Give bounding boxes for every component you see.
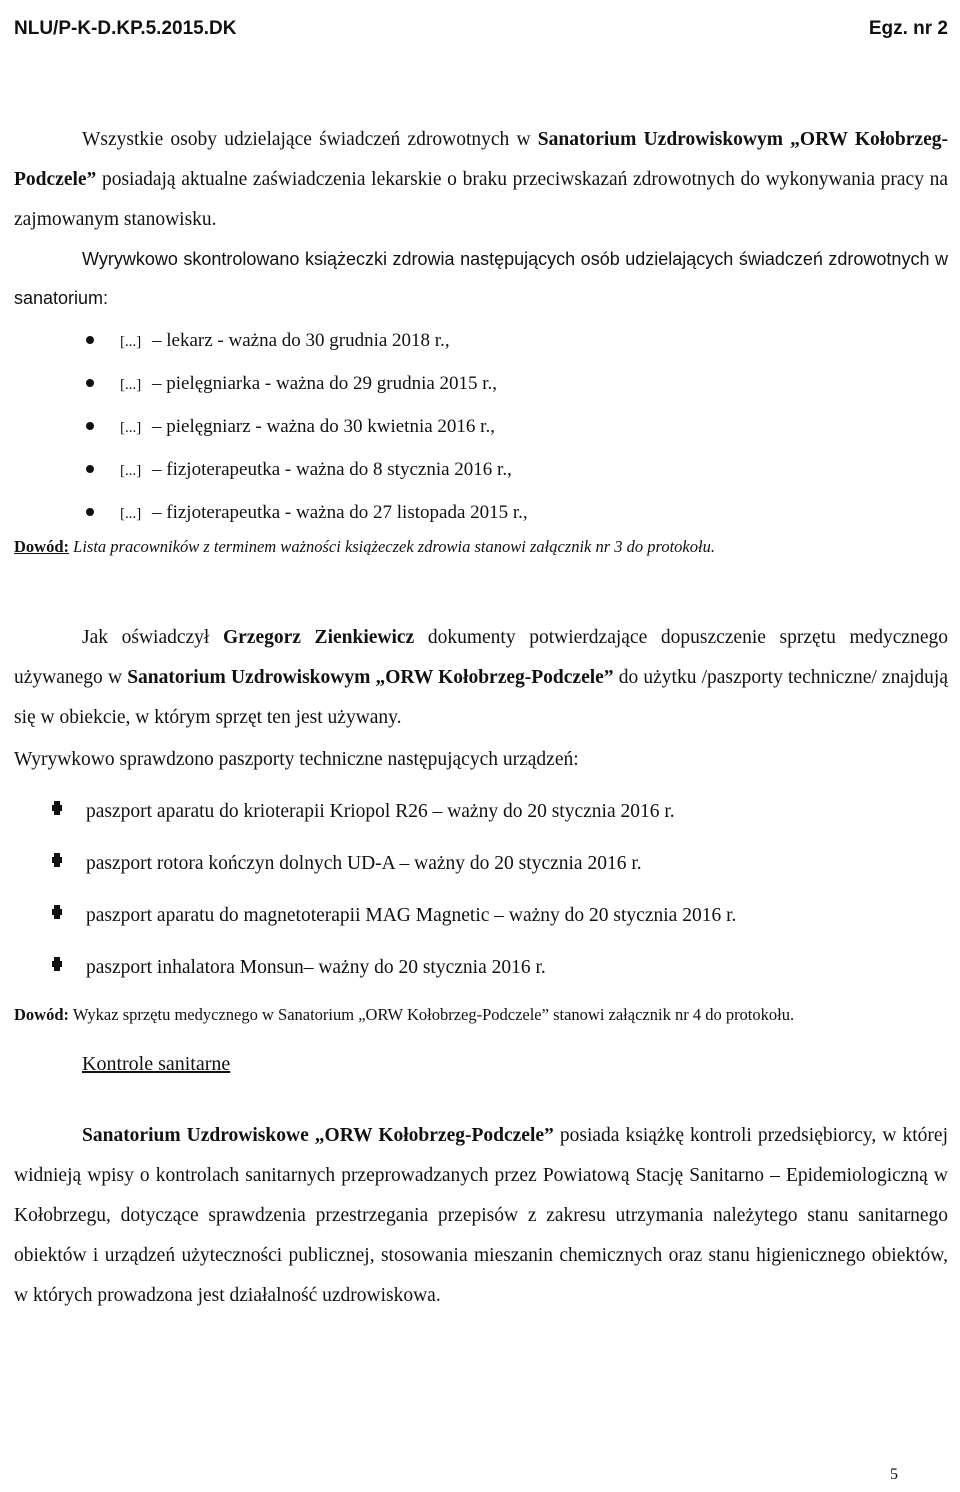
devices-intro: Wyrywkowo sprawdzono paszporty techniczne następujących urządzeń: bbox=[14, 748, 579, 770]
staff-certificates-paragraph: Wszystkie osoby udzielające świadczeń zdrowotnych w Sanatorium Uzdrowiskowym „ORW Kołobrzeg-Podczele” posiadają aktualne zaświadczenia lekarskie o braku przeciwskazań zdrowotnych do wykonywania pracy na zajmowanym stanowisku. bbox=[14, 129, 948, 230]
document-body bbox=[14, 120, 948, 1316]
copy-number: Egz. nr 2 bbox=[868, 18, 948, 39]
list-item: paszport rotora kończyn dolnych UD-A – ważny do 20 stycznia 2016 r. bbox=[14, 838, 948, 890]
list-item: [...] – pielęgniarz - ważna do 30 kwietnia 2016 r., bbox=[14, 406, 948, 449]
health-booklets-intro: Wyrywkowo skontrolowano książeczki zdrowia następujących osób udzielających świadczeń zdrowotnych w sanatorium: bbox=[14, 249, 948, 308]
proof-label: Dowód: bbox=[14, 537, 70, 556]
person-name: Grzegorz Zienkiewicz bbox=[222, 626, 415, 648]
facility-name: Sanatorium Uzdrowiskowym „ORW Kołobrzeg-Podczele” bbox=[127, 666, 614, 688]
list-item: paszport inhalatora Monsun– ważny do 20 stycznia 2016 r. bbox=[14, 942, 948, 994]
sanitary-paragraph: Sanatorium Uzdrowiskowe „ORW Kołobrzeg-Podczele” posiada książkę kontroli przedsiębiorcy, w której widnieją wpisy o kontrolach sanitarnych przeprowadzanych przez Powiatową Stację Sanitarno – Epidemiologiczną w Kołobrzegu, dotyczące sprawdzenia przestrzegania przepisów z zakresu utrzymania należytego stanu sanitarnego obiektów i urządzeń użyteczności publicznej, stosowania mieszanin chemicznych oraz stanu higienicznego obiektów, w których prowadzona jest działalność uzdrowiskowa. bbox=[14, 1124, 948, 1306]
staff-list bbox=[14, 320, 948, 535]
devices-list bbox=[14, 786, 948, 994]
proof-label: Dowód: bbox=[14, 1004, 70, 1024]
list-item: [...] – pielęgniarka - ważna do 29 grudnia 2015 r., bbox=[14, 363, 948, 406]
redacted-name: [...] bbox=[120, 506, 142, 522]
redacted-name: [...] bbox=[120, 463, 142, 479]
section-heading: Kontrole sanitarne bbox=[82, 1052, 231, 1075]
proof-note-2: Dowód: Wykaz sprzętu medycznego w Sanatorium „ORW Kołobrzeg-Podczele” stanowi załącznik nr 4 do protokołu. bbox=[14, 1004, 795, 1024]
page-number: 5 bbox=[890, 1466, 898, 1483]
equipment-paragraph: Jak oświadczył Grzegorz Zienkiewicz dokumenty potwierdzające dopuszczenie sprzętu medycznego używanego w Sanatorium Uzdrowiskowym „ORW Kołobrzeg-Podczele” do użytku /paszporty techniczne/ znajdują się w obiekcie, w którym sprzęt ten jest używany. bbox=[14, 626, 948, 728]
facility-name: Sanatorium Uzdrowiskowe „ORW Kołobrzeg-Podczele” bbox=[82, 1124, 554, 1146]
list-item: [...] – lekarz - ważna do 30 grudnia 2018 r., bbox=[14, 320, 948, 363]
proof-note-1: Dowód: Lista pracowników z terminem ważności książeczek zdrowia stanowi załącznik nr 3 do protokołu. bbox=[14, 537, 715, 556]
redacted-name: [...] bbox=[120, 377, 142, 393]
list-item: paszport aparatu do krioterapii Kriopol R26 – ważny do 20 stycznia 2016 r. bbox=[14, 786, 948, 838]
list-item: [...] – fizjoterapeutka - ważna do 8 stycznia 2016 r., bbox=[14, 449, 948, 492]
redacted-name: [...] bbox=[120, 420, 142, 436]
redacted-name: [...] bbox=[120, 334, 142, 350]
list-item: [...] – fizjoterapeutka - ważna do 27 listopada 2015 r., bbox=[14, 492, 948, 535]
facility-name: Sanatorium Uzdrowiskowym „ORW Kołobrzeg-Podczele” bbox=[14, 129, 948, 190]
document-id: NLU/P-K-D.KP.5.2015.DK bbox=[14, 18, 237, 39]
list-item: paszport aparatu do magnetoterapii MAG Magnetic – ważny do 20 stycznia 2016 r. bbox=[14, 890, 948, 942]
page-header bbox=[14, 18, 948, 40]
